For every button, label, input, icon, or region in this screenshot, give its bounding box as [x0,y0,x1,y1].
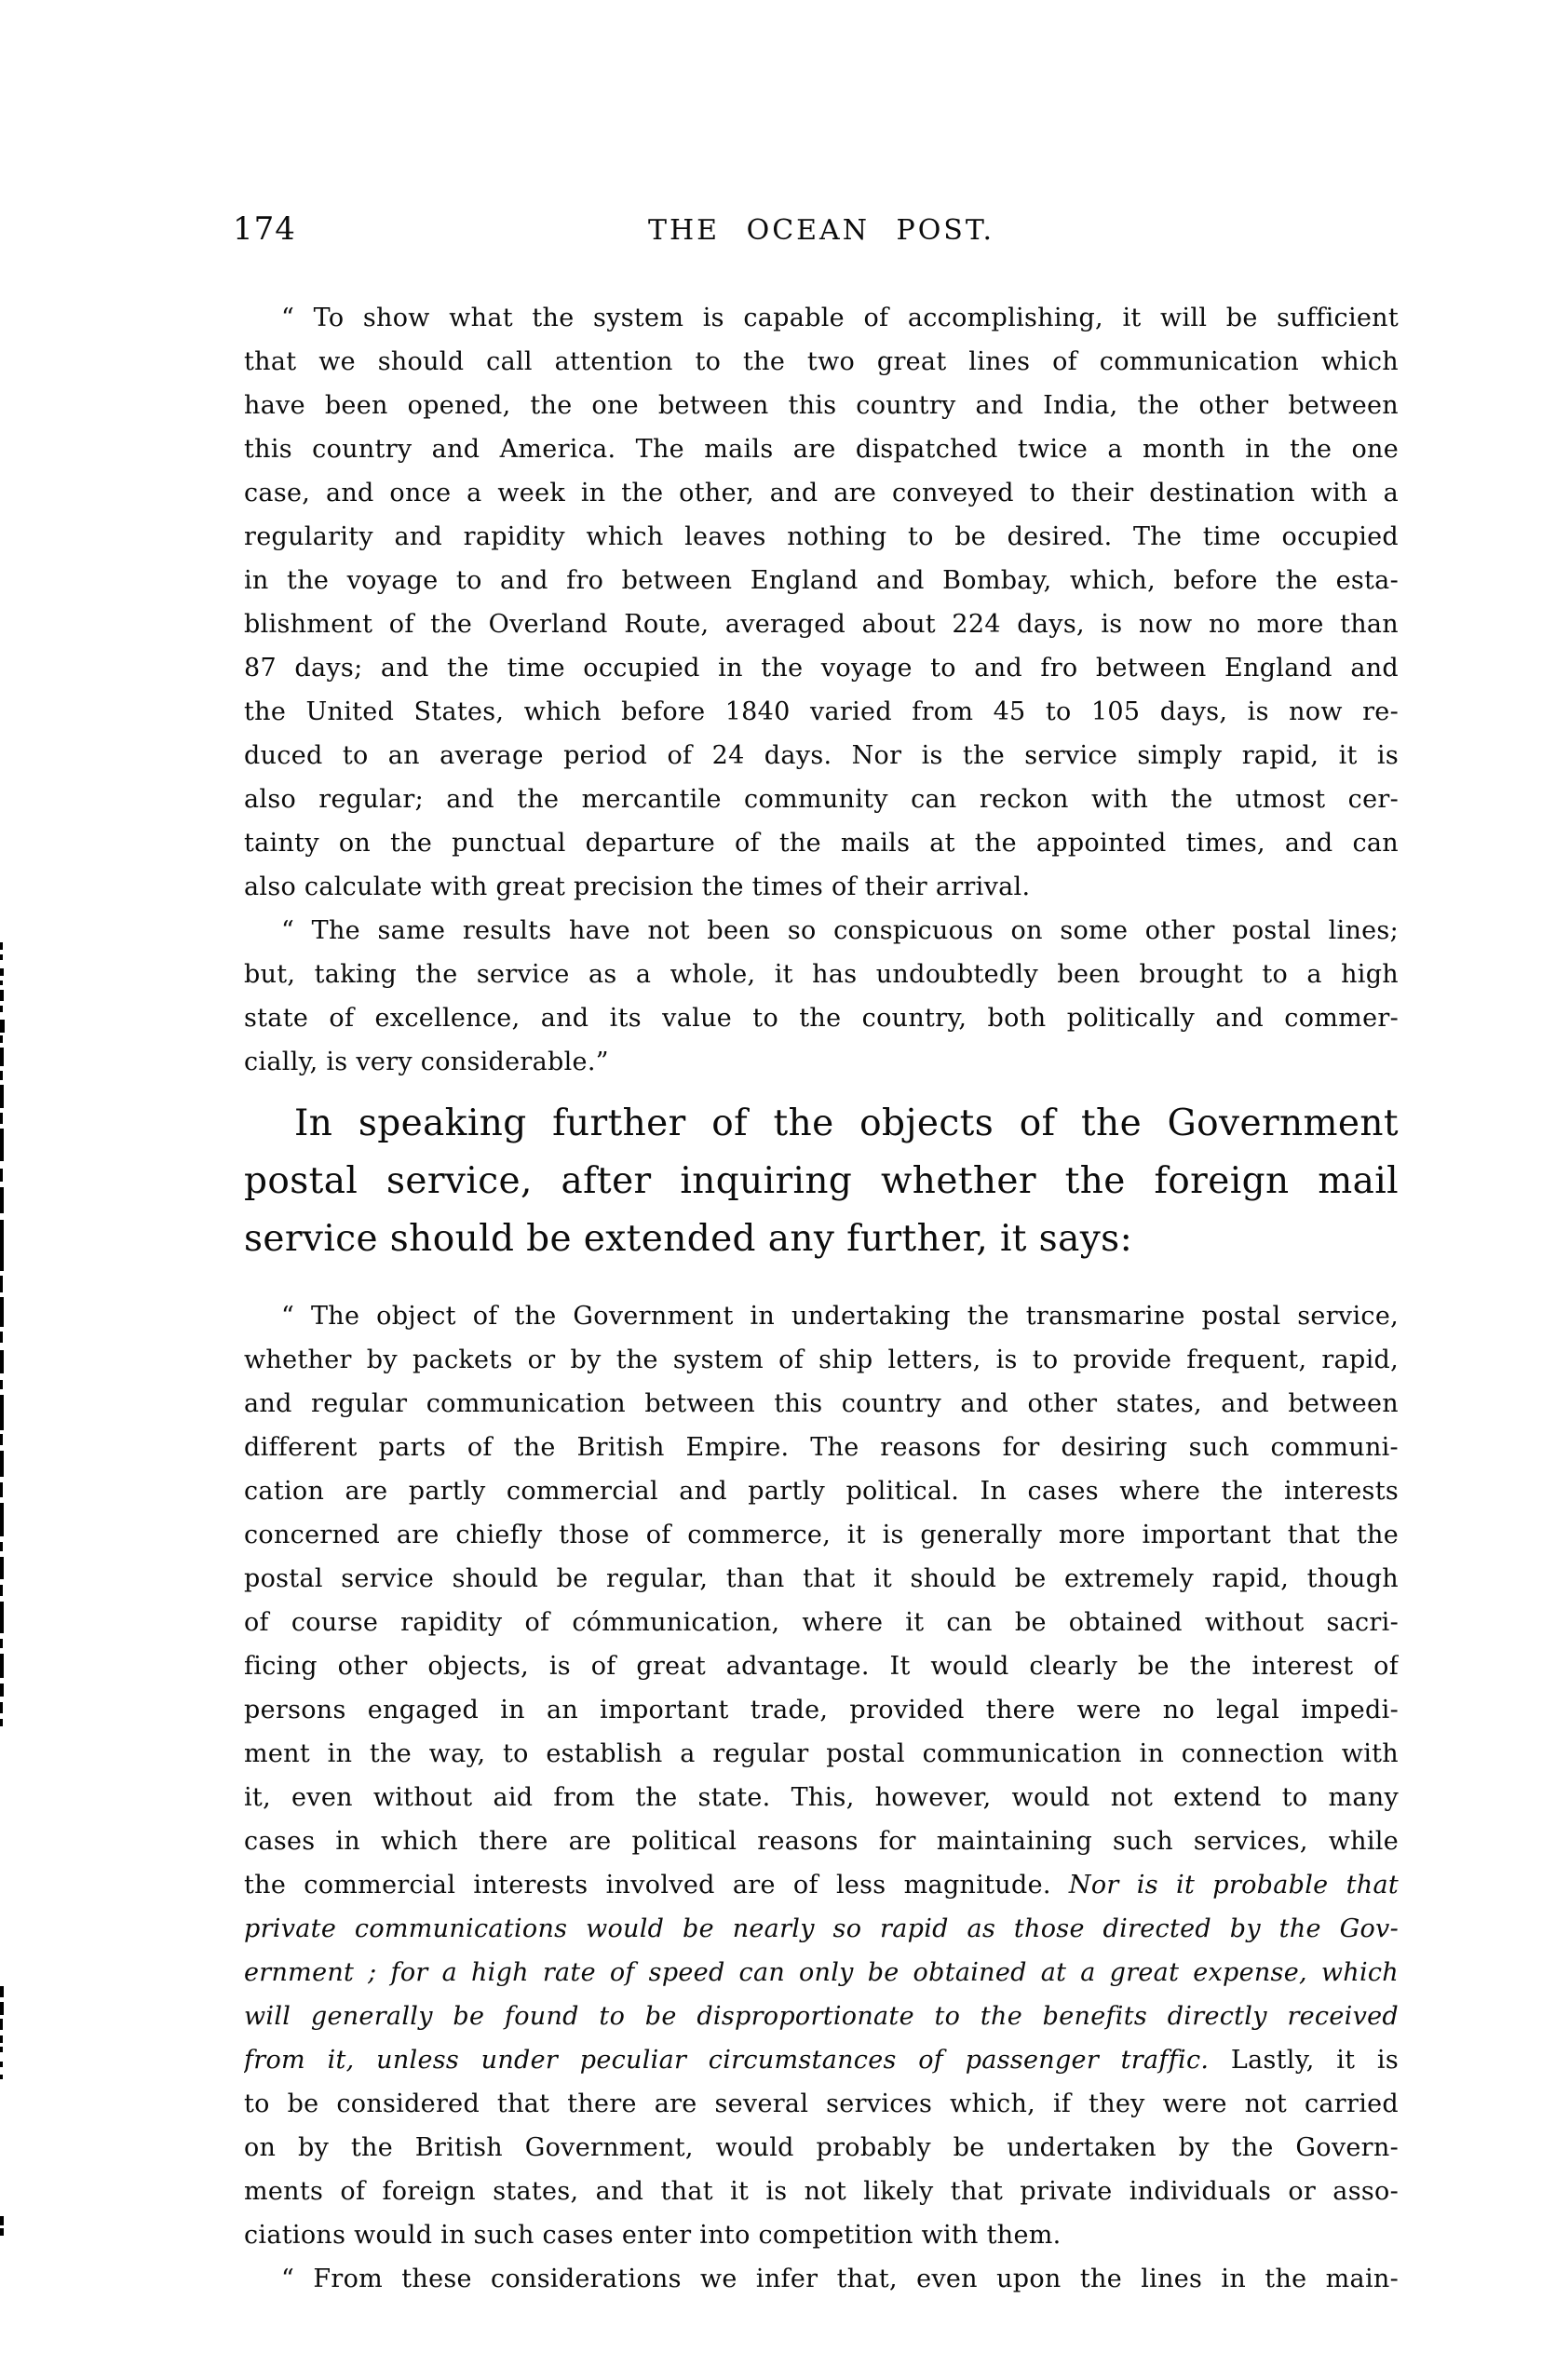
running-title: THE OCEAN POST. [648,214,994,247]
text-segment: postal service, after inquiring whether the foreign mail [244,1160,1399,1202]
scan-artifact-mark [0,2019,3,2030]
scan-artifact-mark [0,1482,3,1497]
text-segment: concerned are chiefly those of commerce, it is generally more important that the [244,1521,1399,1549]
text-line [244,1382,1399,1426]
scan-artifact-mark [0,1986,4,1997]
text-line [244,296,1399,340]
text-line [244,953,1399,996]
text-segment: “ The same results have not been so conspicuous on some other postal lines; [281,916,1399,945]
scan-artifact-mark [0,980,3,985]
italic-text-segment: will generally be found to be disproportionate to the benefits directly received [244,2002,1399,2031]
text-segment: “ The object of the Government in undertaking the transmarine postal service, [281,1302,1399,1331]
scan-artifact-mark [0,2075,3,2079]
text-line [244,1210,1399,1268]
scan-artifact-mark [0,1006,3,1012]
quoted-paragraph-2 [244,909,1399,1084]
text-segment: In speaking further of the objects of the Government [294,1102,1399,1144]
text-line [244,1601,1399,1644]
text-segment: service should be extended any further, it says: [244,1218,1133,1260]
scan-artifact-mark [0,1395,4,1430]
text-line [244,2082,1399,2126]
text-segment: tainty on the punctual departure of the mails at the appointed times, and can [244,829,1399,858]
text-line [244,1776,1399,1819]
scan-artifact-mark [0,1129,4,1161]
text-segment: cially, is very considerable.” [244,1048,609,1076]
scan-artifact-mark [0,1276,3,1292]
text-line [244,996,1399,1040]
scan-artifact-mark [0,1332,3,1343]
text-segment: Lastly, it is [1209,2046,1399,2075]
text-segment: “ To show what the system is capable of accomplishing, it will be sufficient [281,304,1399,332]
scan-artifact-mark [0,1684,4,1697]
text-line [244,2038,1399,2082]
text-segment: that we should call attention to the two great lines of communication which [244,347,1399,376]
scan-artifact-mark [0,1187,4,1213]
text-line [244,690,1399,734]
scan-artifact-mark [0,2035,3,2043]
text-segment: it, even without aid from the state. This, however, would not extend to many [244,1783,1399,1812]
scan-artifact-mark [0,2228,4,2236]
text-line [244,340,1399,384]
text-line [244,1338,1399,1382]
text-line [244,1819,1399,1863]
text-line [244,1863,1399,1907]
scan-artifact-mark [0,1350,4,1373]
text-segment: persons engaged in an important trade, provided there were no legal impedi- [244,1696,1399,1724]
text-segment: the United States, which before 1840 varied from 45 to 105 days, is now re- [244,697,1399,726]
text-line [244,1557,1399,1601]
text-line [244,471,1399,515]
text-line [244,1688,1399,1732]
text-segment: to be considered that there are several services which, if they were not carried [244,2089,1399,2118]
scan-artifact-mark [0,1654,4,1678]
text-segment: also calculate with great precision the times of their arrival. [244,872,1031,901]
quoted-paragraph-4 [244,2257,1399,2301]
text-segment: on by the British Government, would probably be undertaken by the Govern- [244,2133,1399,2162]
text-segment: and regular communication between this country and other states, and between [244,1389,1399,1418]
italic-text-segment: from it, unless under peculiar circumstances of passenger traffic. [244,2046,1210,2075]
text-line [244,1951,1399,1995]
narrative-paragraph [244,1095,1399,1268]
quoted-paragraph-1 [244,296,1399,909]
text-segment: ficing other objects, is of great advantage. It would clearly be the interest of [244,1652,1399,1681]
text-line [244,2257,1399,2301]
text-segment: “ From these considerations we infer that, even upon the lines in the main- [281,2265,1399,2293]
text-line [244,602,1399,646]
text-line [244,1732,1399,1776]
scan-artifact-mark [0,1639,3,1648]
scan-artifact-mark [0,1719,3,1726]
text-segment: 87 days; and the time occupied in the voyage to and fro between England and [244,654,1399,683]
scan-artifact-mark [0,1585,3,1596]
scan-artifact-mark [0,1220,4,1271]
text-segment: cation are partly commercial and partly political. In cases where the interests [244,1477,1399,1506]
body-text-block [244,296,1399,2301]
scan-artifact-mark [0,1451,4,1477]
text-line [244,821,1399,865]
scan-artifact-mark [0,2002,4,2015]
scan-artifact-mark [0,1048,4,1066]
text-line [244,1294,1399,1338]
scan-artifact-mark [0,1169,3,1182]
scan-artifact-mark [0,1602,4,1633]
text-line [244,1644,1399,1688]
text-segment: ciations would in such cases enter into competition with them. [244,2221,1062,2250]
scan-artifact-mark [0,1113,3,1124]
text-line [244,2170,1399,2213]
scan-artifact-mark [0,1297,4,1327]
text-line [244,1095,1399,1153]
text-line [244,1153,1399,1210]
text-line [244,909,1399,953]
scan-artifact-mark [0,1071,3,1080]
scan-artifact-mark [0,1503,4,1536]
scan-artifact-mark [0,942,3,950]
text-segment: also regular; and the mercantile community can reckon with the utmost cer- [244,785,1399,814]
text-line [244,515,1399,559]
text-line [244,1426,1399,1469]
scan-artifact-mark [0,1085,4,1108]
text-line [244,2213,1399,2257]
text-segment: case, and once a week in the other, and are conveyed to their destination with a [244,479,1399,507]
text-segment: regularity and rapidity which leaves nothing to be desired. The time occupied [244,522,1399,551]
text-segment: ment in the way, to establish a regular postal communication in connection with [244,1739,1399,1768]
text-segment: of course rapidity of cómmunication, where it can be obtained without sacri- [244,1608,1399,1637]
scan-artifact-mark [0,2047,3,2052]
italic-text-segment: ernment ; for a high rate of speed can only be obtained at a great expense, which [244,1958,1399,1987]
text-line [244,1995,1399,2038]
text-line [244,1513,1399,1557]
text-segment: the commercial interests involved are of less magnitude. [244,1871,1069,1900]
text-line [244,646,1399,690]
text-segment: different parts of the British Empire. The reasons for desiring such communi- [244,1433,1399,1462]
scan-artifact-mark [0,1557,4,1579]
scan-artifact-mark [0,1020,5,1033]
text-segment: ments of foreign states, and that it is not likely that private individuals or asso- [244,2177,1399,2206]
text-line [244,778,1399,821]
scan-artifact-mark [0,954,3,960]
text-line [244,384,1399,427]
text-line [244,734,1399,778]
text-segment: in the voyage to and fro between England and Bombay, which, before the esta- [244,566,1399,595]
quoted-paragraph-3 [244,1294,1399,2257]
scan-artifact-mark [0,1542,3,1551]
text-line [244,559,1399,602]
scan-artifact-mark [0,1702,3,1713]
text-line [244,1907,1399,1951]
text-line [244,1040,1399,1084]
text-segment: this country and America. The mails are dispatched twice a month in the one [244,435,1399,464]
scan-artifact-mark [0,2062,3,2067]
page-number: 174 [233,210,296,248]
text-segment: but, taking the service as a whole, it has undoubtedly been brought to a high [244,960,1399,989]
text-segment: have been opened, the one between this country and India, the other between [244,391,1399,420]
text-segment: postal service should be regular, than that it should be extremely rapid, though [244,1564,1399,1593]
text-line [244,865,1399,909]
text-segment: duced to an average period of 24 days. Nor is the service simply rapid, it is [244,741,1399,770]
text-segment: cases in which there are political reasons for maintaining such services, while [244,1827,1399,1856]
scan-artifact-mark [0,1380,3,1389]
scan-artifact-mark [0,1434,3,1445]
text-segment: state of excellence, and its value to the country, both politically and commer- [244,1004,1399,1033]
text-line [244,427,1399,471]
text-line [244,2126,1399,2170]
scan-artifact-mark [0,968,4,976]
scan-artifact-mark [0,2216,4,2225]
italic-text-segment: Nor is it probable that [1068,1871,1399,1900]
text-line [244,1469,1399,1513]
text-segment: blishment of the Overland Route, averaged about 224 days, is now no more than [244,610,1399,639]
scan-artifact-mark [0,990,4,1001]
scan-artifact-mark [0,1035,3,1043]
text-segment: whether by packets or by the system of ship letters, is to provide frequent, rapid, [244,1346,1399,1374]
italic-text-segment: private communications would be nearly so rapid as those directed by the Gov- [244,1914,1399,1943]
